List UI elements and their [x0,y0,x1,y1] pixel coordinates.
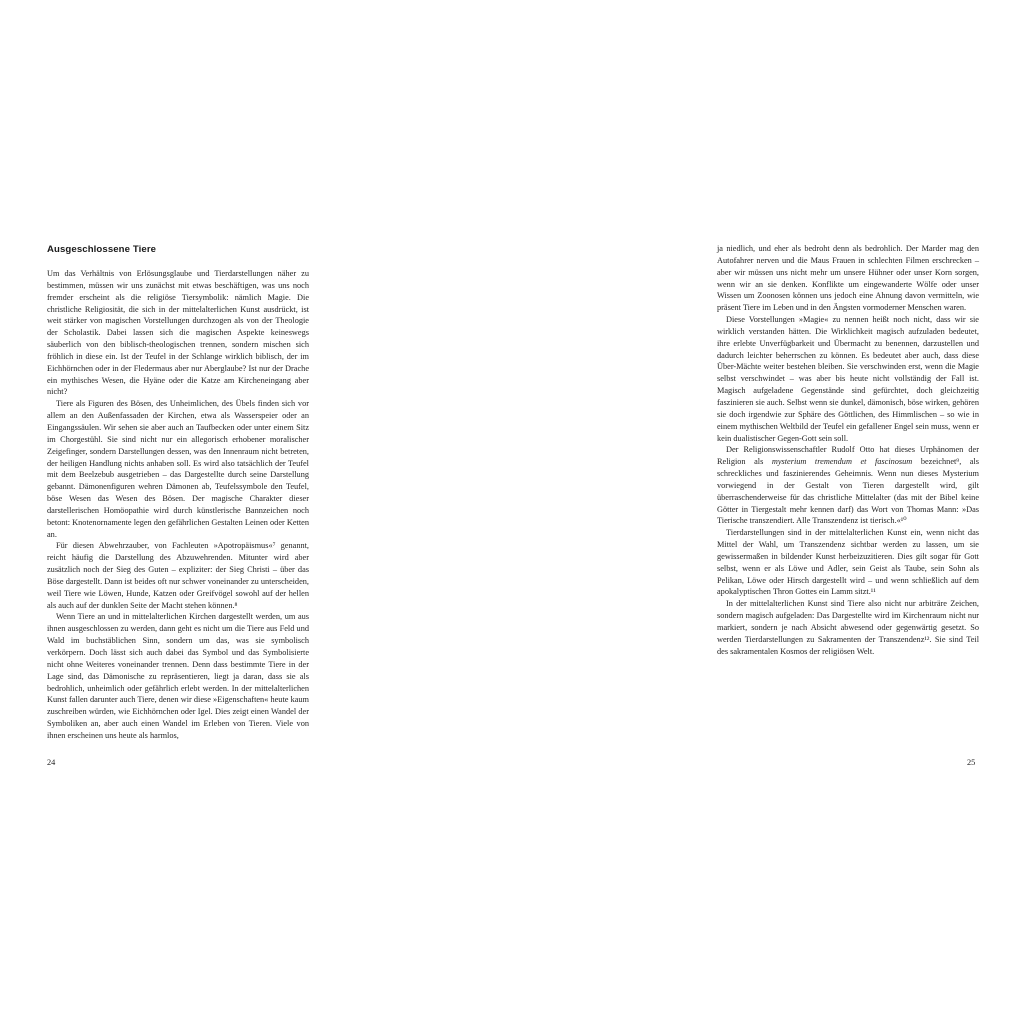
paragraph-5: ja niedlich, und eher als bedroht denn als bedrohlich. Der Marder mag den Autofahrer nerven und die Maus Frauen in schlechten Filmen erschrecken – aber wir müssen uns nicht mehr um unsere Hühner oder unser Korn sorgen, wenn wir an sie denken. Konflikte um eingewanderte Wölfe oder unser Wissen um Zoonosen können uns jedoch eine Ahnung davon vermitteln, wie präsent Tiere im Leben und in den Ängsten vormoderner Menschen waren. [717,244,979,313]
paragraph-9: In der mittelalterlichen Kunst sind Tiere also nicht nur arbiträre Zeichen, sondern magisch aufgeladen: Das Dargestellte wird im Kirchenraum nicht nur markiert, sondern je nach Absicht abwesend oder gegenwärtig gesetzt. So werden Tierdarstellungen zu Sakramenten der Transzendenz¹². Sie sind Teil des sakramentalen Kosmos der religiösen Welt. [717,599,979,656]
paragraph-7-end: bezeichnet⁹, als schreckliches und faszinierendes Geheimnis. Wenn nun dieses Mysterium vorwiegend in der Gestalt von Tieren dargestellt wird, gilt überraschenderweise für das christliche Mittelalter (das mit der Bibel keine Götter in Tiergestalt mehr kennen darf) das Wort von Thomas Mann: »Das Tierische transzendiert. Alle Transzendenz ist tierisch.«¹⁰ [717,457,980,526]
section-heading: Ausgeschlossene Tiere [47,244,157,255]
paragraph-2: Tiere als Figuren des Bösen, des Unheimlichen, des Übels finden sich vor allem an den Außenfassaden der Kirchen, etwa als Wasserspeier oder an Eingangssäulen. Wir sehen sie aber auch an Taufbecken oder unter einem Sitz im Chorgestühl. Sie sind nicht nur ein allegorisch erhobener moralischer Zeigefinger, sondern Darstellungen dessen, was den Innenraum nicht betreten, der heiligen Handlung nichts anhaben soll. Es wird also tatsächlich der Teufel mit dem Beelzebub ausgetrieben – das Dargestellte durch seine Darstellung gebannt. Dämonenfiguren wehren Dämonen ab, Teufelssymbole den Teufel, böse Wesen das Wesen des Bösen. Der magische Charakter dieser darstellerischen Homöopathie wird durch künstlerische Bannzeichen noch betont: Knotenornamente legen den gefährlichen Gestalten Leinen oder Ketten an. [47,399,309,539]
paragraph-7-start: Der Religionswissenschaftler Rudolf Otto hat dieses Urphänomen der Religion als [717,445,979,467]
right-page [717,243,979,658]
paragraph-4: Wenn Tiere an und in mittelalterlichen Kirchen dargestellt werden, um aus ihnen ausgeschlossen zu werden, dann geht es nicht um die Tiere aus Feld und Wald im buchstäblichen Sinn, sondern um das, was sie symbolisch verkörpern. Doch lässt sich auch dabei das Symbol und das Symbolisierte nicht ohne Weiteres voneinander trennen. Denn dass bestimmte Tiere in der Lage sind, das Dämonische zu repräsentieren, liegt ja daran, dass sie als bedrohlich, unheimlich oder gefährlich erlebt werden. In der mittelalterlichen Kunst fallen darunter auch Tiere, denen wir diese »Eigenschaften« heute kaum zuschreiben würden, wie Eichhörnchen oder Igel. Dies zeigt einen Wandel der Symboliken an, aber auch einen Wandel im Erleben von Tieren. Viele von ihnen erscheinen uns heute als harmlos, [47,612,309,740]
page-number-right: 25 [967,758,976,767]
paragraph-3: Für diesen Abwehrzauber, von Fachleuten »Apotropäismus«⁷ genannt, reicht häufig die Darstellung des Abzuwehrenden. Mitunter wird aber zusätzlich noch der Sieg des Guten – expliziter: der Sieg Christi – über das Böse dargestellt. Dann ist beides oft nur schwer voneinander zu unterscheiden, weil Tiere wie Löwen, Hunde, Katzen oder Greifvögel sowohl auf der hellen als auch auf der dunklen Seite der Macht stehen können.⁸ [47,541,309,610]
paragraph-8: Tierdarstellungen sind in der mittelalterlichen Kunst ein, wenn nicht das Mittel der Wahl, um Transzendenz sichtbar werden zu lassen, um sie gewissermaßen in bildender Kunst herbeizuzitieren. Dies gilt sogar für Gott selbst, wenn er als Löwe und Adler, sein Geist als Taube, sein Sohn als Pelikan, Löwe oder Hirsch dargestellt wird – und wenn schließlich auf dem apokalyptischen Thron Gottes ein Lamm sitzt.¹¹ [717,528,979,597]
paragraph-1: Um das Verhältnis von Erlösungsglaube und Tierdarstellungen näher zu bestimmen, müssen wir uns zunächst mit etwas beschäftigen, was uns noch fremder erscheint als die religiöse Tiersymbolik: nämlich Magie. Die christliche Religiosität, die sich in der mittelalterlichen Kunst ausdrückt, ist weit stärker von magischen Vorstellungen durchzogen als von der Theologie der Scholastik. Dabei lassen sich die magischen Aspekte keineswegs säuberlich von den biblisch-theologischen trennen, sondern mischen sich fröhlich in diese ein. Ist der Teufel in der Schlange wirklich biblisch, der im Eichhörnchen oder in der Fledermaus aber nur Aberglaube? Ist nur der Drache ein mythisches Wesen, die Hyäne oder die Katze am Kircheneingang aber nicht? [47,269,309,397]
paragraph-7 [717,444,979,527]
paragraph-6: Diese Vorstellungen »Magie« zu nennen heißt noch nicht, dass wir sie wirklich verstanden hätten. Die Wirklichkeit magisch aufzuladen bedeutet, ihre erlebte Unverfügbarkeit und Übermacht zu benennen, darzustellen und dadurch leichter beherrschen zu können. Es bedeutet aber auch, dass diese Über-Mächte weiter bestehen bleiben. Sie verschwinden erst, wenn die Magie selbst verschwindet – was aber bis heute nicht vollständig der Fall ist. Magisch aufgeladene Gegenstände sind gefürchtet, doch gleichzeitig faszinieren sie auch. Selbst wenn sie dunkel, dämonisch, böse wirken, gehören sie doch irgendwie zur Sphäre des Göttlichen, des Himmlischen – so wie in einem mythischen Weltbild der Teufel ein gefallener Engel sein muss, wenn er kein dualistischer Gegen-Gott sein soll. [717,315,979,443]
page-number-left: 24 [47,758,56,767]
left-page [47,243,309,742]
latin-term: mysterium tremendum et fascinosum [771,457,913,467]
